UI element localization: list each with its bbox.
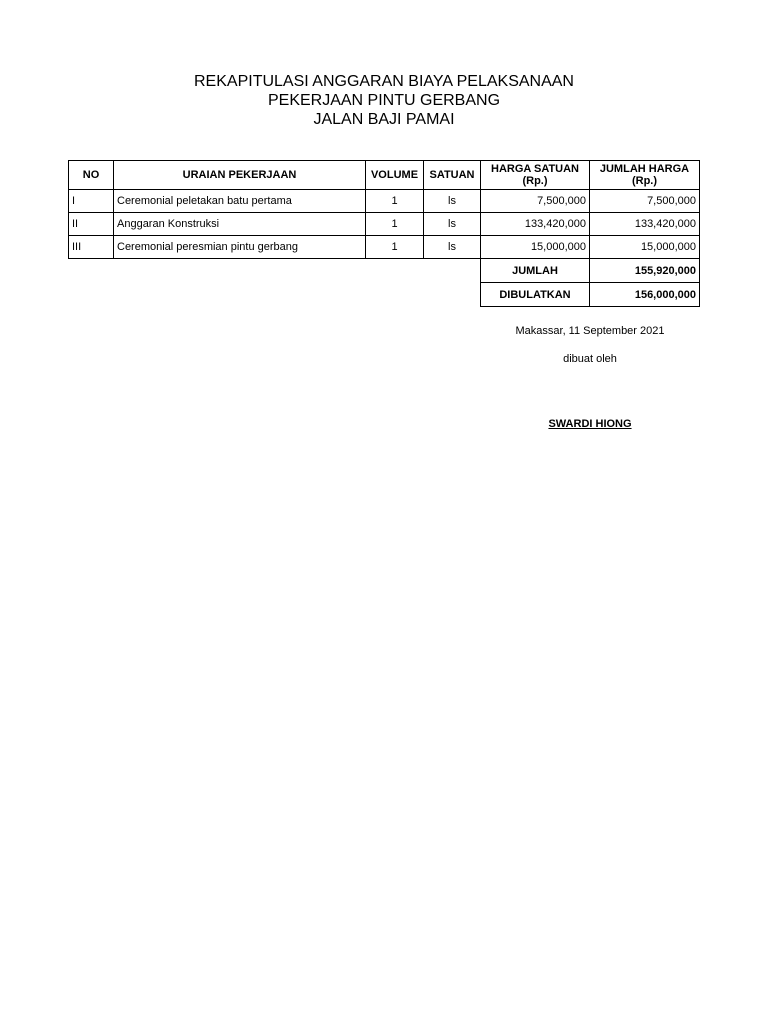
- title-line-1: REKAPITULASI ANGGARAN BIAYA PELAKSANAAN: [194, 73, 574, 90]
- row-volume: 1: [366, 190, 424, 213]
- table-row: [69, 213, 700, 236]
- row-harga-satuan: 7,500,000: [481, 190, 590, 213]
- title-line-2: PEKERJAAN PINTU GERBANG: [267, 92, 501, 109]
- header-harga-satuan-unit: (Rp.): [522, 175, 548, 187]
- row-uraian: Ceremonial peresmian pintu gerbang: [114, 236, 366, 259]
- row-satuan: ls: [424, 190, 481, 213]
- rounded-row: [69, 283, 700, 307]
- header-jumlah-harga-unit: (Rp.): [631, 175, 658, 187]
- total-row: [69, 259, 700, 283]
- row-no: I: [69, 190, 114, 213]
- place-date: Makassar, 11 September 2021: [515, 325, 665, 337]
- row-harga-satuan: 15,000,000: [481, 236, 590, 259]
- row-uraian: Anggaran Konstruksi: [114, 213, 366, 236]
- row-satuan: ls: [424, 213, 481, 236]
- row-uraian: Ceremonial peletakan batu pertama: [114, 190, 366, 213]
- header-harga-satuan: [481, 161, 590, 190]
- row-jumlah-harga: 133,420,000: [590, 213, 700, 236]
- made-by-label: dibuat oleh: [563, 353, 617, 365]
- row-jumlah-harga: 7,500,000: [590, 190, 700, 213]
- document-title: [0, 72, 768, 129]
- rounded-label: DIBULATKAN: [481, 283, 590, 307]
- header-jumlah-harga: [590, 161, 700, 190]
- row-volume: 1: [366, 213, 424, 236]
- row-no: II: [69, 213, 114, 236]
- header-harga-satuan-label: HARGA SATUAN: [491, 163, 579, 175]
- table-row: [69, 190, 700, 213]
- row-jumlah-harga: 15,000,000: [590, 236, 700, 259]
- header-jumlah-harga-label: JUMLAH HARGA: [599, 163, 690, 175]
- header-volume: VOLUME: [366, 161, 424, 190]
- table-row: [69, 236, 700, 259]
- rounded-spacer: [69, 283, 481, 307]
- row-satuan: ls: [424, 236, 481, 259]
- row-no: III: [69, 236, 114, 259]
- header-satuan: SATUAN: [424, 161, 481, 190]
- total-label: JUMLAH: [481, 259, 590, 283]
- signer-name: SWARDI HIONG: [548, 418, 632, 430]
- recap-table: [68, 160, 700, 307]
- total-value: 155,920,000: [590, 259, 700, 283]
- title-line-3: JALAN BAJI PAMAI: [313, 111, 455, 128]
- row-harga-satuan: 133,420,000: [481, 213, 590, 236]
- rounded-value: 156,000,000: [590, 283, 700, 307]
- table-header-row: [69, 161, 700, 190]
- header-no: NO: [69, 161, 114, 190]
- total-spacer: [69, 259, 481, 283]
- row-volume: 1: [366, 236, 424, 259]
- header-uraian: URAIAN PEKERJAAN: [114, 161, 366, 190]
